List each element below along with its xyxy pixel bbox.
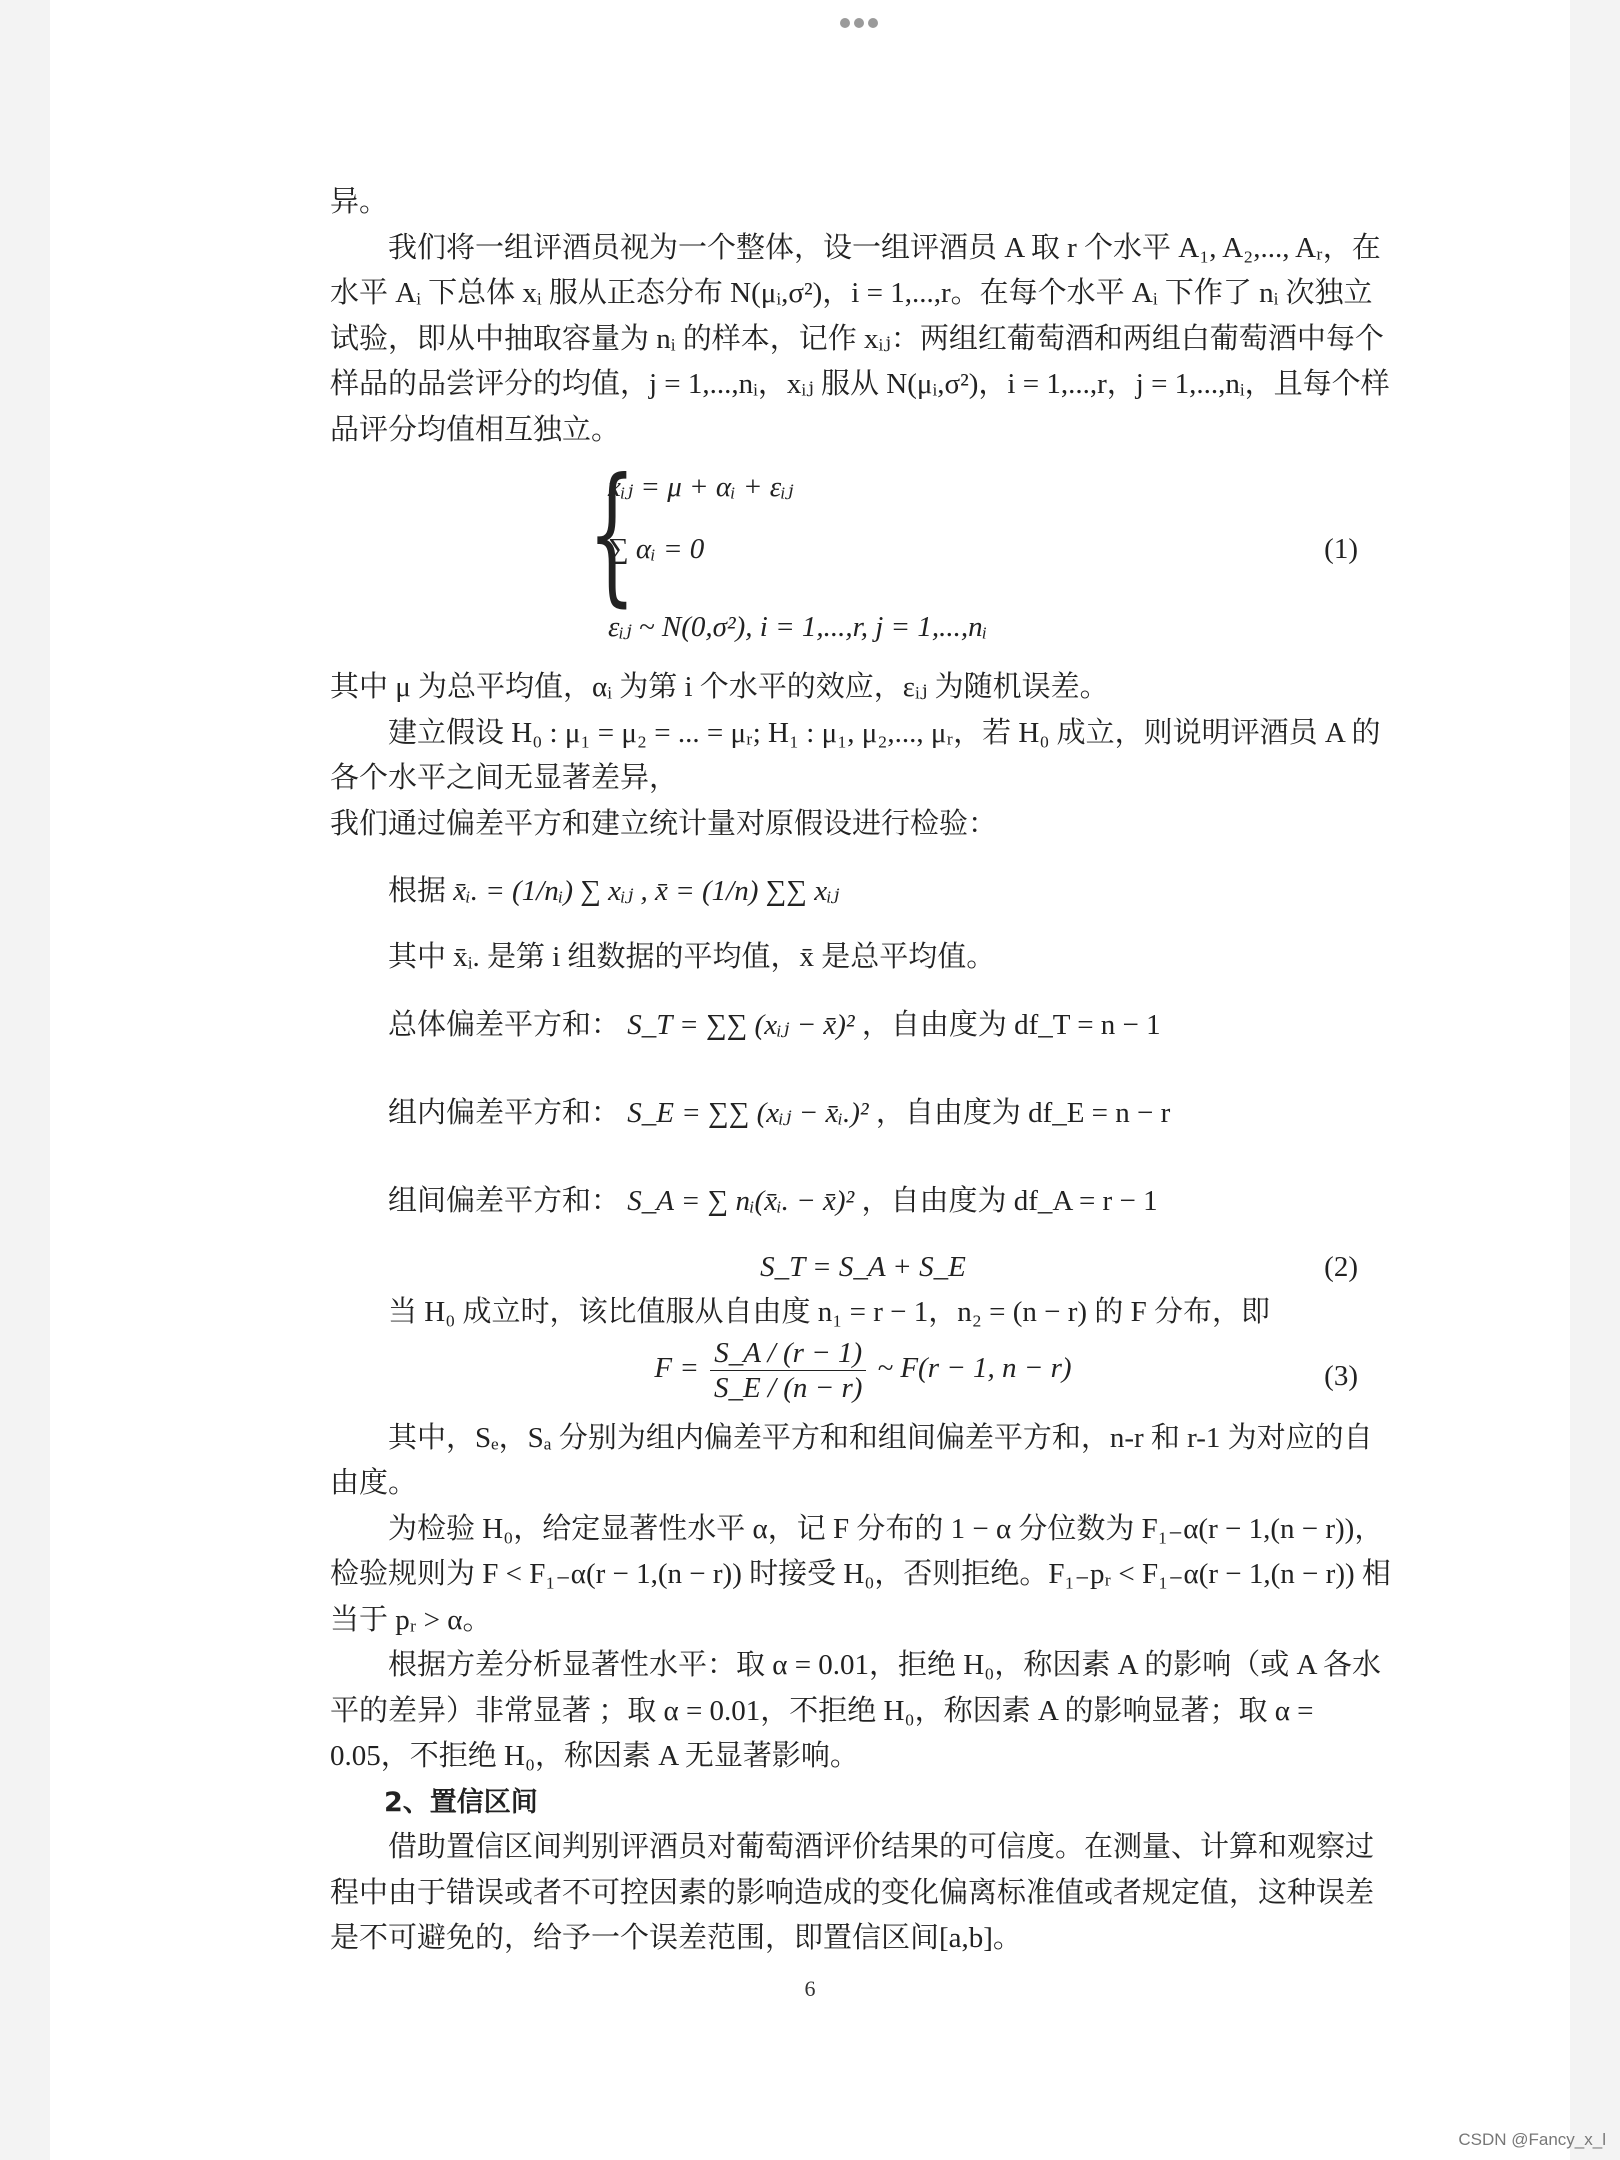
more-horizontal-icon[interactable] — [840, 18, 878, 30]
dot-2 — [854, 18, 864, 28]
equation-3 — [330, 1336, 1396, 1416]
st-df: ，自由度为 df_T = n − 1 — [861, 1008, 1161, 1041]
sa-label: 组间偏差平方和： — [388, 1184, 621, 1217]
sa-df: ，自由度为 df_A = r − 1 — [861, 1184, 1158, 1217]
system-line-1: xᵢⱼ = μ + αᵢ + εᵢⱼ — [608, 471, 794, 503]
paragraph-1: 我们将一组评酒员视为一个整体，设一组评酒员 A 取 r 个水平 A₁, A₂,..., Aᵣ，在水平 Aᵢ 下总体 xᵢ 服从正态分布 N(μᵢ,σ²)，i = 1,...,r。在每个水平 Aᵢ 下作了 nᵢ 次独立试验，即从中抽取容量为 nᵢ 的样本，记作 xᵢⱼ：两组红葡萄酒和两组白葡萄酒中每个样品的品尝评分的均值，j = 1,...,nᵢ，xᵢⱼ 服从 N(μᵢ,σ²)，i = 1,...,r，j = 1,...,nᵢ，且每个样品评分均值相互独立。 — [330, 231, 1390, 446]
equation-2-formula: S_T = S_A + S_E — [760, 1250, 966, 1283]
watermark: CSDN @Fancy_x_l — [1458, 2130, 1606, 2149]
se-label: 组内偏差平方和： — [388, 1096, 621, 1129]
document-page — [50, 0, 1570, 2160]
paragraph-4: 我们通过偏差平方和建立统计量对原假设进行检验： — [330, 807, 998, 840]
equation-number-1: (1) — [1324, 533, 1358, 565]
mean-definition — [330, 847, 1396, 935]
system-line-3: εᵢⱼ ~ N(0,σ²), i = 1,...,r, j = 1,...,nᵢ — [608, 611, 988, 643]
equation-system-1 — [330, 447, 1396, 659]
section-heading: 2、置信区间 — [384, 1786, 538, 1818]
between-sum-squares — [330, 1157, 1396, 1245]
page-number: 6 — [804, 1976, 816, 2001]
equation-3-numerator: S_A / (r − 1) — [710, 1336, 866, 1371]
equation-3-denominator: S_E / (n − r) — [713, 1371, 863, 1404]
paragraph-3: 建立假设 H₀ : μ₁ = μ₂ = ... = μᵣ; H₁ : μ₁, μ₂,..., μᵣ，若 H₀ 成立，则说明评酒员 A 的各个水平之间无显著差异， — [330, 716, 1381, 794]
left-brace: { — [588, 447, 636, 621]
sa-formula: S_A = ∑ nᵢ(x̄ᵢ. − x̄)² — [627, 1184, 855, 1217]
st-formula: S_T = ∑∑ (xᵢⱼ − x̄)² — [627, 1008, 855, 1041]
se-formula: S_E = ∑∑ (xᵢⱼ − x̄ᵢ.)² — [627, 1096, 869, 1129]
mean-formula: x̄ᵢ. = (1/nᵢ) ∑ xᵢⱼ , x̄ = (1/n) ∑∑ xᵢⱼ — [453, 875, 840, 907]
dot-1 — [840, 18, 850, 28]
system-line-2: ∑ αᵢ = 0 — [608, 533, 705, 565]
st-label: 总体偏差平方和： — [388, 1008, 621, 1041]
equation-number-2: (2) — [1324, 1250, 1358, 1283]
document-body — [330, 180, 1396, 1962]
paragraph-5: 其中 x̄ᵢ. 是第 i 组数据的平均值，x̄ 是总平均值。 — [388, 941, 996, 973]
paragraph-9: 根据方差分析显著性水平：取 α = 0.01，拒绝 H₀，称因素 A 的影响（或 A 各水平的差异）非常显著 ；取 α = 0.01，不拒绝 H₀，称因素 A 的影响显著；取 α = 0.05，不拒绝 H₀，称因素 A 无显著影响。 — [330, 1649, 1382, 1772]
paragraph-2: 其中 μ 为总平均值，αᵢ 为第 i 个水平的效应，εᵢⱼ 为随机误差。 — [330, 671, 1109, 703]
paragraph-0: 异。 — [330, 186, 389, 218]
total-sum-squares — [330, 981, 1396, 1069]
mean-prefix: 根据 — [388, 875, 447, 907]
within-sum-squares — [330, 1069, 1396, 1157]
equation-number-3: (3) — [1324, 1359, 1358, 1392]
paragraph-10: 借助置信区间判别评酒员对葡萄酒评价结果的可信度。在测量、计算和观察过程中由于错误或者不可控因素的影响造成的变化偏离标准值或者规定值，这种误差是不可避免的，给予一个误差范围，即置信区间[a,b]。 — [330, 1831, 1375, 1954]
dot-3 — [868, 18, 878, 28]
se-df: ，自由度为 df_E = n − r — [875, 1096, 1171, 1129]
paragraph-7: 其中，Sₑ，Sₐ 分别为组内偏差平方和和组间偏差平方和，n-r 和 r-1 为对应的自由度。 — [330, 1421, 1373, 1499]
equation-3-rhs: ~ F(r − 1, n − r) — [877, 1351, 1072, 1384]
equation-3-fraction — [710, 1336, 866, 1405]
equation-2 — [330, 1245, 1396, 1291]
equation-3-lhs: F = — [654, 1351, 699, 1384]
paragraph-6: 当 H₀ 成立时，该比值服从自由度 n₁ = r − 1，n₂ = (n − r) 的 F 分布，即 — [388, 1296, 1270, 1328]
paragraph-8: 为检验 H₀，给定显著性水平 α，记 F 分布的 1 − α 分位数为 F₁₋α(r − 1,(n − r))，检验规则为 F < F₁₋α(r − 1,(n − r)) 时接受 H₀，否则拒绝。F₁₋pᵣ < F₁₋α(r − 1,(n − r)) 相当于 pᵣ > α。 — [330, 1512, 1391, 1636]
